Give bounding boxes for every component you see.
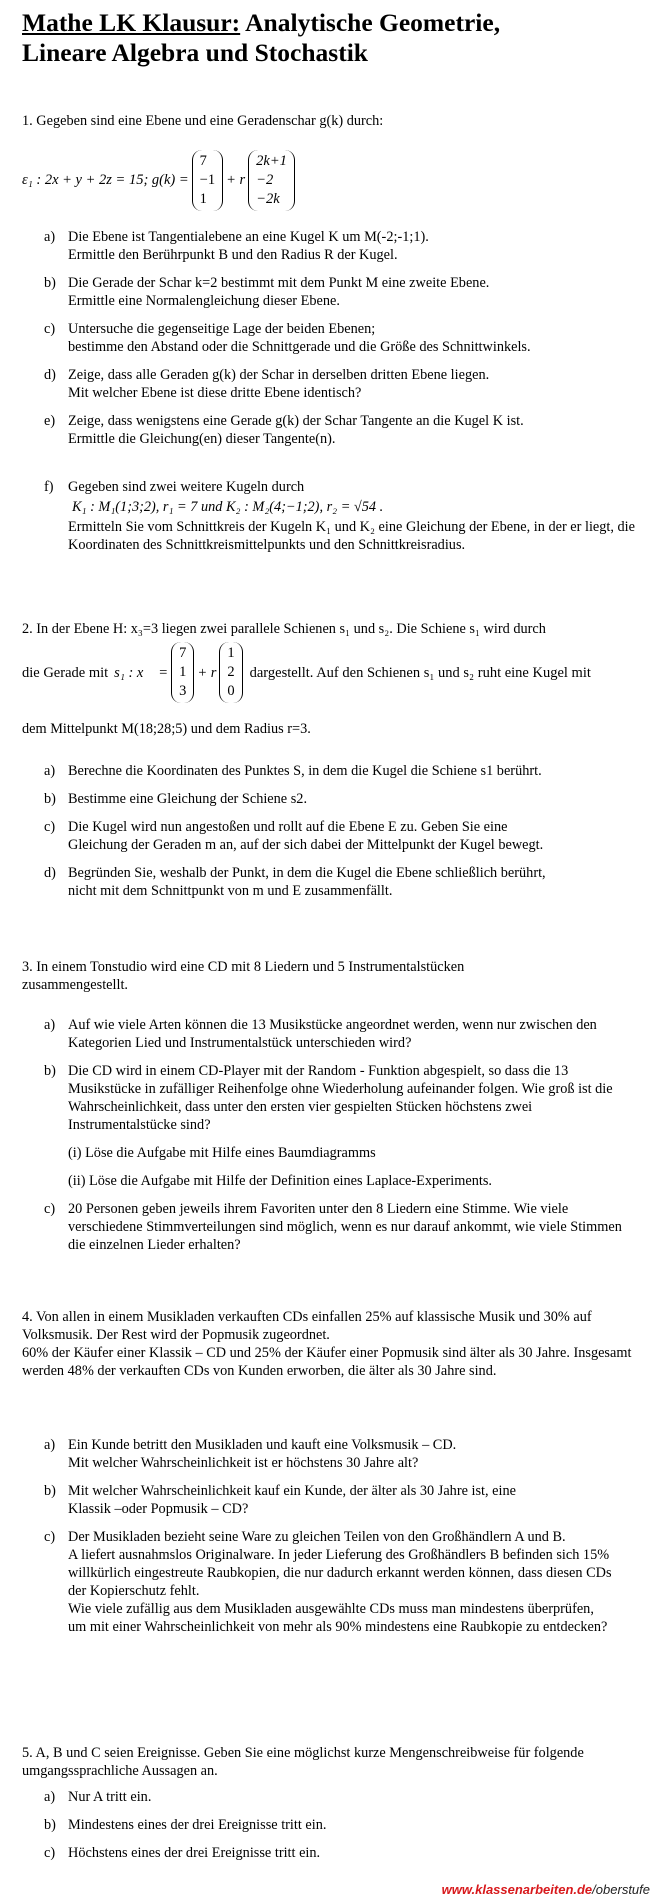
list-item: a) Die Ebene ist Tangentialebene an eine Kugel K um M(-2;-1;1). Ermittle den Berührpunkt B und den Radius R der Kugel. <box>44 229 429 263</box>
list-item: a) Ein Kunde betritt den Musikladen und kauft eine Volksmusik – CD. Mit welcher Wahrscheinlichkeit ist er höchstens 30 Jahre alt? <box>44 1437 457 1471</box>
document-title <box>22 8 642 68</box>
list-item: f) Gegeben sind zwei weitere Kugeln durch K₁ : M₁(1;3;2), r₁ = 7 und K₂ : M₂(4;−1;2), r₂ = √54 . Ermitteln Sie vom Schnittkreis der Kugeln K₁ und K₂ eine Gleichung der Ebene, in der er liegt, die Koordinaten des Schnittkreismittelpunkts und den Schnittkreisradius. <box>22 478 642 554</box>
list-item: c) Der Musikladen bezieht seine Ware zu gleichen Teilen von den Großhändlern A und B. A liefert ausnahmslos Originalware. In jeder Lieferung des Großhändlers B befinden sich 15% willkürlich eingestreute Raubkopien, die nur dadurch erkannt werden können, dass diesen CDs der Kopierschutz fehlt. Wie viele zufällig aus dem Musikladen ausgewählte CDs muss man mindestens überprüfen, um mit einer Wahrscheinlichkeit von mehr als 90% mindestens eine Raubkopie zu entdecken? <box>44 1529 612 1635</box>
list-item: b) Mit welcher Wahrscheinlichkeit kauf ein Kunde, der älter als 30 Jahre ist, eine Klassik –oder Popmusik – CD? <box>44 1483 516 1517</box>
question-5: 5. A, B und C seien Ereignisse. Geben Sie eine möglichst kurze Mengenschreibweise für folgende umgangssprachliche Aussagen an. <box>22 1745 584 1779</box>
q1-subtask-f <box>22 478 642 564</box>
list-item: c) Untersuche die gegenseitige Lage der beiden Ebenen; bestimme den Abstand oder die Schnittgerade und die Größe des Schnittwinkels. <box>44 321 531 355</box>
q3-subtasks <box>22 1016 642 1264</box>
list-item: b) Mindestens eines der drei Ereignisse tritt ein. <box>44 1817 327 1833</box>
q3-intro: 3. In einem Tonstudio wird eine CD mit 8 Liedern und 5 Instrumentalstücken zusammengestellt. <box>22 959 465 993</box>
title-topic: Analytische Geometrie, <box>240 8 501 37</box>
question-4: 4. Von allen in einem Musikladen verkauften CDs einfallen 25% auf klassische Musik und 30% auf Volksmusik. Der Rest wird der Popmusik zugeordnet. 60% der Käufer einer Klassik – CD und 25% der Käufer einer Popmusik sind älter als 30 Jahre. Insgesamt werden 48% der verkauften CDs von Kunden erworben, die älter als 30 Jahre sind. <box>22 1309 632 1379</box>
list-item: b) Die Gerade der Schar k=2 bestimmt mit dem Punkt M eine zweite Ebene. Ermittle eine Normalengleichung dieser Ebene. <box>44 275 490 309</box>
list-item: a) Berechne die Koordinaten des Punktes S, in dem die Kugel die Schiene s1 berührt. <box>44 763 542 779</box>
q1-vector-support: 7 −1 1 <box>192 150 223 211</box>
q4-subtasks <box>22 1436 642 1646</box>
q5-subtasks <box>22 1788 642 1872</box>
list-item: c) Höchstens eines der drei Ereignisse tritt ein. <box>44 1845 321 1861</box>
q1-vector-direction: 2k+1 −2 −2k <box>248 150 295 211</box>
list-item: b) Die CD wird in einem CD-Player mit der Random - Funktion abgespielt, so dass die 13 Musikstücke in zufälliger Reihenfolge ohne Wiederholung aufeinander folgen. Wie groß ist die Wahrscheinlichkeit, dass unter den ersten vier gespielten Stücken höchstens zwei Instrumentalstücke sind? (i) Löse die Aufgabe mit Hilfe eines Baumdiagramms (ii) Löse die Aufgabe mit Hilfe der Definition eines Laplace-Experiments. <box>44 1063 613 1189</box>
list-item: d) Begründen Sie, weshalb der Punkt, in dem die Kugel die Ebene schließlich berührt, nicht mit dem Schnittpunkt von m und E zusammenfällt. <box>44 865 546 899</box>
title-prefix: Mathe LK Klausur: <box>22 8 241 37</box>
q2-line-equation: die Gerade mit s₁ : x⃗ = 7 1 3 + r 1 2 0 dargestellt. Auf den Schienen s₁ und s₂ ruht eine Kugel mit <box>22 642 642 703</box>
q1-intro: 1. Gegeben sind eine Ebene und eine Geradenschar g(k) durch: <box>22 113 384 129</box>
list-item: b) Bestimme eine Gleichung der Schiene s2. <box>44 791 308 807</box>
q1-subtasks <box>22 228 642 458</box>
title-line2: Lineare Algebra und Stochastik <box>22 38 368 67</box>
question-1 <box>22 112 642 130</box>
footer-url[interactable]: www.klassenarbeiten.de/oberstufe <box>441 1882 650 1897</box>
q1-f-math: K₁ : M₁(1;3;2), r₁ = 7 und K₂ : M₂(4;−1;2), r₂ = √54 . <box>72 499 384 515</box>
question-3 <box>22 958 642 994</box>
question-2 <box>22 620 642 638</box>
list-item: a) Nur A tritt ein. <box>44 1789 152 1805</box>
list-item: c) Die Kugel wird nun angestoßen und rollt auf die Ebene E zu. Geben Sie eine Gleichung der Geraden m an, auf der sich dabei der Mittelpunkt der Kugel bewegt. <box>44 819 544 853</box>
list-item: e) Zeige, dass wenigstens eine Gerade g(k) der Schar Tangente an die Kugel K ist. Ermittle die Gleichung(en) dieser Tangente(n). <box>44 413 524 447</box>
list-item: a) Auf wie viele Arten können die 13 Musikstücke angeordnet werden, wenn nur zwischen den Kategorien Lied und Instrumentalstück unterschieden wird? <box>44 1017 597 1051</box>
q2-subtasks <box>22 762 642 910</box>
q1-equation: ε₁ : 2x + y + 2z = 15; g(k) = 7 −1 1 + r 2k+1 −2 −2k <box>22 150 642 211</box>
list-item: c) 20 Personen geben jeweils ihrem Favoriten unter den 8 Liedern eine Stimme. Wie viele verschiedene Stimmverteilungen sind möglich, wenn es nur darauf ankommt, wie viele Stimmen die einzelnen Lieder erhalten? <box>44 1201 622 1253</box>
q2-vector-direction: 1 2 0 <box>219 642 242 703</box>
q2-intro: 2. In der Ebene H: x₃=3 liegen zwei parallele Schienen s₁ und s₂. Die Schiene s₁ wird durch <box>22 621 546 637</box>
list-item: d) Zeige, dass alle Geraden g(k) der Schar in derselben dritten Ebene liegen. Mit welcher Ebene ist diese dritte Ebene identisch? <box>44 367 490 401</box>
q2-line3: dem Mittelpunkt M(18;28;5) und dem Radius r=3. <box>22 721 311 737</box>
q1-equation-prefix: ε₁ : 2x + y + 2z = 15; g(k) = <box>22 172 189 188</box>
q2-vector-support: 7 1 3 <box>171 642 194 703</box>
